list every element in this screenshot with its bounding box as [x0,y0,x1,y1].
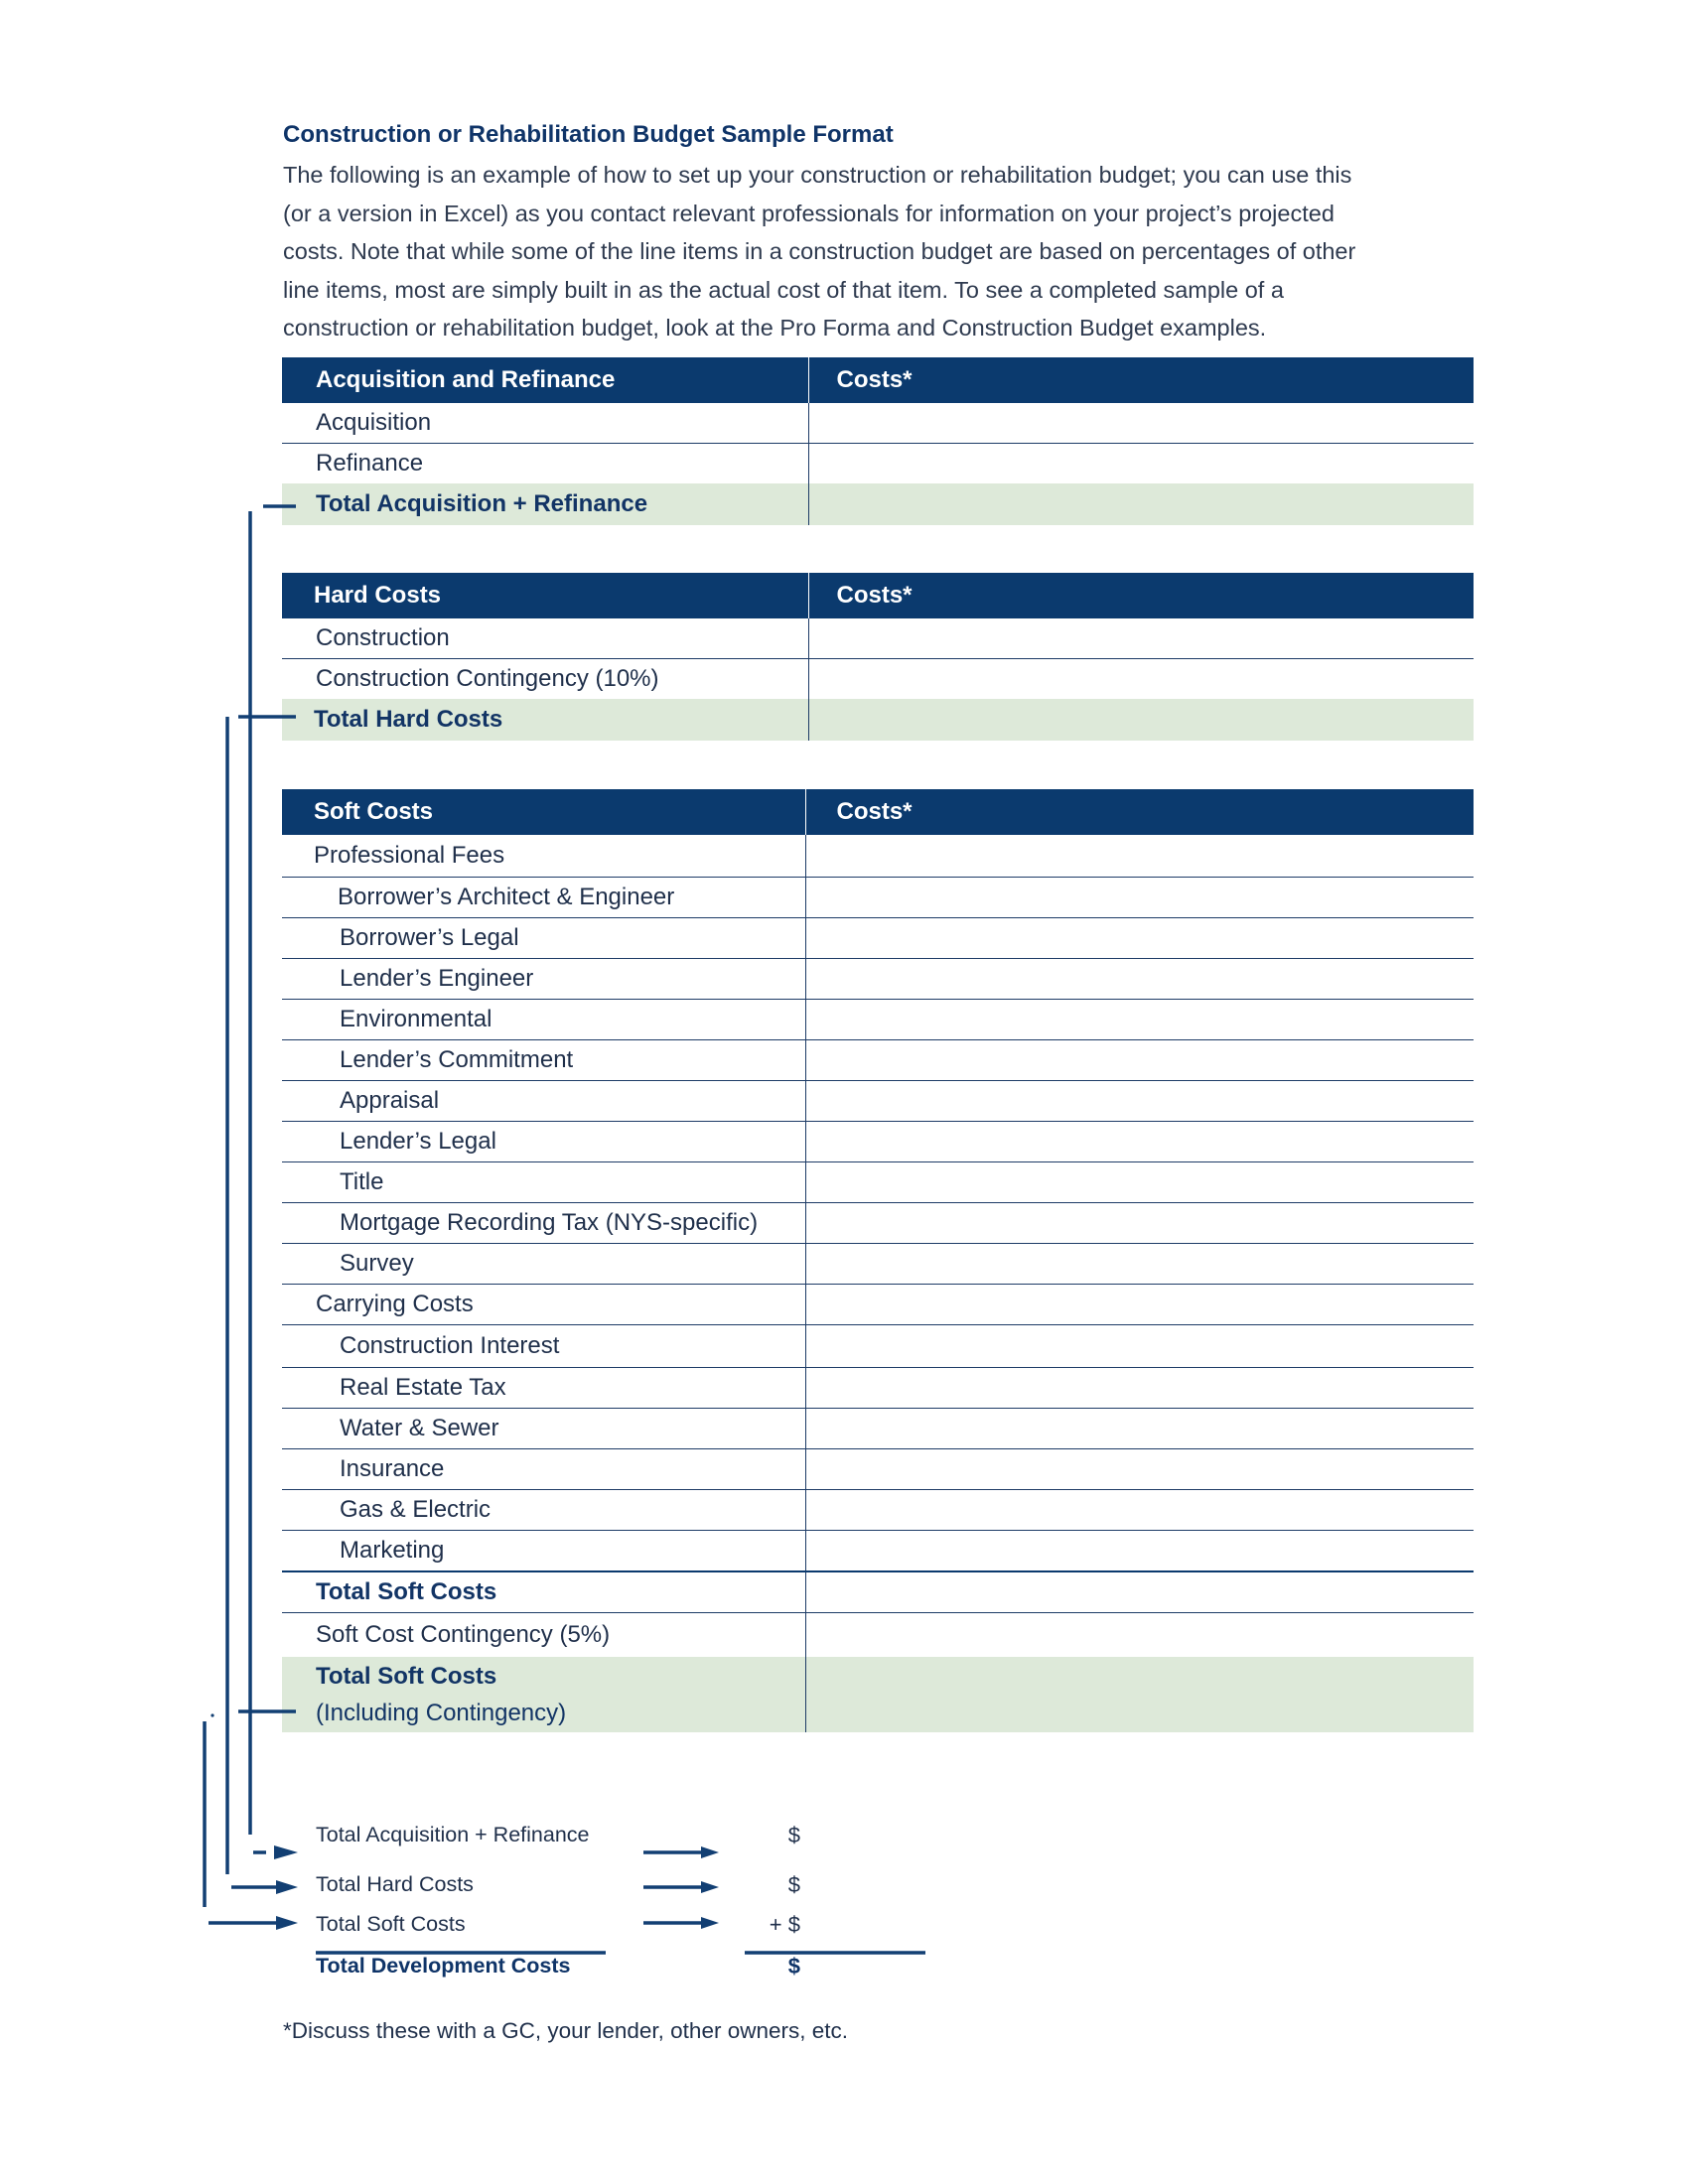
row-label: Construction [282,618,808,659]
summary-hard-label: Total Hard Costs [316,1872,474,1896]
total-label-line1: Total Soft Costs [316,1663,497,1690]
total-label: Total Hard Costs [282,699,808,741]
intro-line: line items, most are simply built in as the actual cost of that item. To see a completed sample of a [283,276,1284,303]
row-label: Construction Interest [282,1325,805,1368]
summary-development-value: $ [787,1954,800,1979]
costs-header: Costs* [808,357,1474,403]
arrowhead-icon [276,1916,298,1930]
row-label: Carrying Costs [282,1285,805,1325]
row-label: Appraisal [282,1081,805,1122]
row-label: Insurance [282,1449,805,1490]
row-label: Survey [282,1244,805,1285]
summary-hard-value: $ [787,1872,800,1897]
total-label-line2: (Including Contingency) [316,1700,567,1726]
row-label: Construction Contingency (10%) [282,659,808,700]
intro-line: costs. Note that while some of the line items in a construction budget are based on percentages of other [283,238,1356,264]
row-label: Lender’s Engineer [282,959,805,1000]
row-label: Borrower’s Architect & Engineer [282,878,805,918]
row-label: Title [282,1162,805,1203]
intro-line: (or a version in Excel) as you contact relevant professionals for information on your project’s projected [283,200,1335,226]
row-label: Mortgage Recording Tax (NYS-specific) [282,1203,805,1244]
arrowhead-icon [701,1846,719,1858]
total-label: Total Acquisition + Refinance [282,483,808,525]
document-title: Construction or Rehabilitation Budget Sample Format [283,121,894,148]
arrowhead-icon [701,1881,719,1893]
row-label: Borrower’s Legal [282,918,805,959]
row-label: Lender’s Legal [282,1122,805,1162]
costs-header: Costs* [808,573,1474,618]
intro-line: The following is an example of how to set up your construction or rehabilitation budget; you can use this [283,162,1352,188]
row-label: Professional Fees [282,835,805,878]
summary-soft-value: + $ [769,1912,800,1937]
arrowhead-icon [701,1917,719,1929]
row-label: Water & Sewer [282,1409,805,1449]
intro-line: construction or rehabilitation budget, look at the Pro Forma and Construction Budget examples. [283,315,1267,341]
row-label: Lender’s Commitment [282,1040,805,1081]
row-label: Acquisition [282,403,808,444]
summary-acquisition-label: Total Acquisition + Refinance [316,1823,590,1846]
stray-dot-icon [211,1713,213,1716]
hard-costs-header: Hard Costs [282,573,808,618]
soft-costs-header: Soft Costs [282,789,805,835]
row-label: Environmental [282,1000,805,1040]
summary-development-label: Total Development Costs [316,1954,571,1978]
row-label: Soft Cost Contingency (5%) [282,1613,805,1658]
subtotal-label: Total Soft Costs [282,1571,805,1613]
row-label: Real Estate Tax [282,1368,805,1409]
row-label: Refinance [282,444,808,484]
costs-header: Costs* [805,789,1474,835]
row-label: Marketing [282,1531,805,1572]
arrowhead-icon [274,1845,298,1859]
summary-acquisition-value: $ [787,1823,800,1847]
row-label: Gas & Electric [282,1490,805,1531]
acquisition-header: Acquisition and Refinance [282,357,808,403]
summary-soft-label: Total Soft Costs [316,1912,466,1936]
footnote: *Discuss these with a GC, your lender, other owners, etc. [283,2018,849,2043]
arrowhead-icon [276,1880,298,1894]
